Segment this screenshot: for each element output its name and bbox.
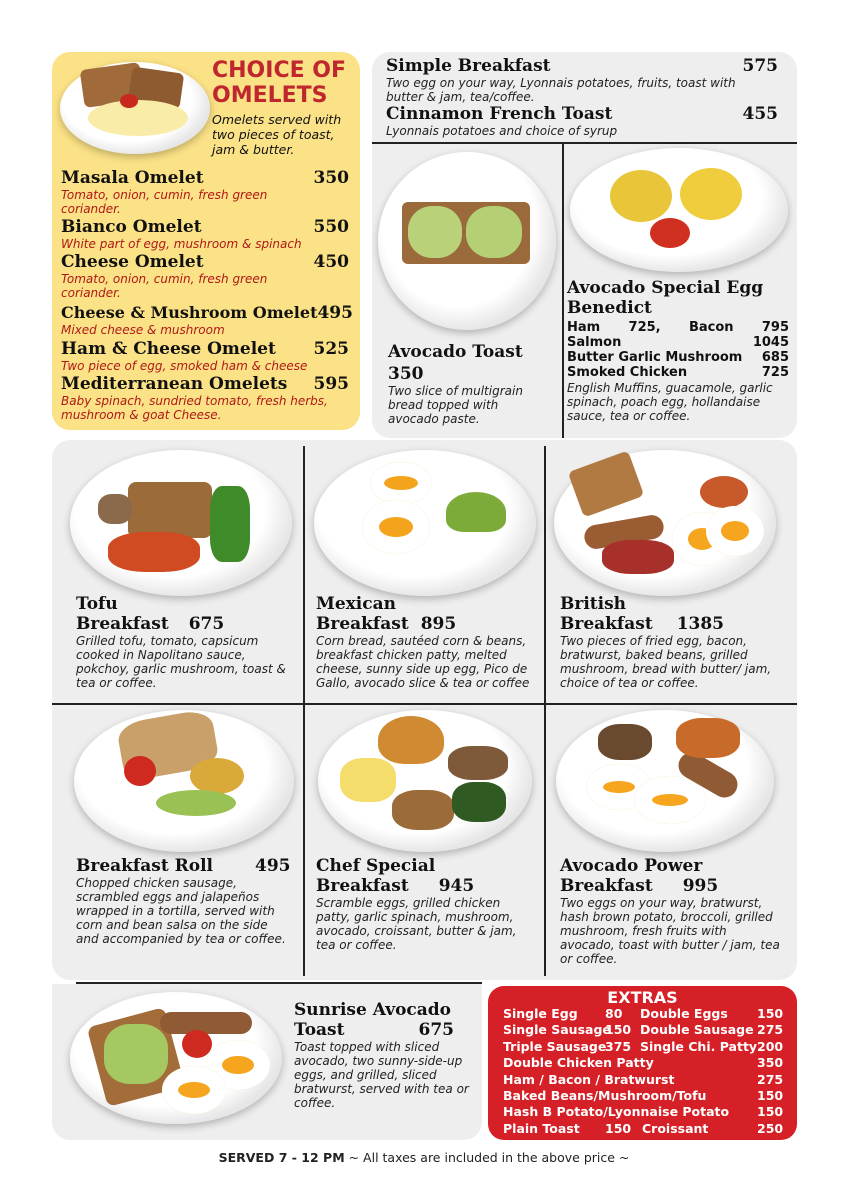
chicken-price: 725 (761, 365, 789, 380)
sunrise-desc: Toast topped with sliced avocado, two sunny-side-up eggs, and grilled, sliced bratwurst, served with tea or coffee. (294, 1040, 469, 1110)
omelet-desc: White part of egg, mushroom & spinach (61, 237, 302, 251)
benedict-plate-image (570, 148, 788, 272)
extra-single-sausage-price: 150 (605, 1022, 632, 1037)
omelet-item (61, 374, 349, 422)
bacon-image (602, 540, 674, 574)
british-line2: Breakfast (560, 614, 653, 634)
omelet-desc: Tomato, onion, cumin, fresh green coriander. (61, 188, 268, 216)
breakfast-roll (76, 856, 298, 946)
extra-baked-beans-price: 150 (757, 1088, 784, 1103)
simple-desc: Two egg on your way, Lyonnais potatoes, fruits, toast with butter & jam, tea/coffee. (386, 76, 736, 104)
sunrise-line1: Sunrise Avocado (294, 1000, 452, 1020)
cinnamon-name: Cinnamon French Toast (386, 104, 613, 124)
egg-benedict (567, 278, 789, 423)
omelet-name: Ham & Cheese Omelet (61, 339, 276, 359)
omelet-desc: Two piece of egg, smoked ham & cheese (61, 359, 308, 373)
divider (544, 446, 546, 976)
omelet-desc: Tomato, onion, cumin, fresh green coriander. (61, 272, 268, 300)
avocado-toast (388, 342, 558, 426)
egg-image-2 (362, 500, 430, 554)
mexican-breakfast (316, 594, 540, 690)
benedict-name-line1: Avocado Special Egg (567, 278, 764, 298)
bacon-price: 795 (761, 320, 789, 335)
pokchoy-image (210, 486, 250, 562)
salsa-image (190, 758, 244, 794)
benedict-option-row (567, 350, 789, 365)
benedict-desc: English Muffins, guacamole, garlic spinach, poach egg, hollandaise sauce, tea or coffee. (567, 381, 773, 423)
egg-image-2 (162, 1066, 226, 1114)
sunrise-avocado-toast (294, 1000, 474, 1110)
avocado-power (560, 856, 784, 966)
tofu-line2: Breakfast (76, 614, 169, 634)
extra-hash-b-price: 150 (757, 1104, 784, 1119)
omelets-subtitle: Omelets served with two pieces of toast, jam & butter. (212, 112, 342, 157)
omelet-desc: Baby spinach, sundried tomato, fresh herbs, mushroom & goat Cheese. (61, 394, 328, 422)
extra-double-chicken-patty: Double Chicken Patty (503, 1055, 654, 1070)
omelet-item (61, 168, 349, 217)
omelets-title (212, 58, 358, 108)
omelet-name: Mediterranean Omelets (61, 374, 288, 394)
chef-line2: Breakfast (316, 876, 409, 896)
ham-label: Ham (567, 320, 601, 335)
extra-double-eggs: Double Eggs (640, 1006, 728, 1021)
extra-single-chi-patty-price: 200 (757, 1039, 784, 1054)
egg-image-2 (706, 506, 764, 556)
benedict-name-line2: Benedict (567, 298, 652, 318)
british-line1: British (560, 594, 627, 614)
roll-line1: Breakfast Roll (76, 856, 213, 876)
chicken-label: Smoked Chicken (567, 365, 688, 380)
extra-plain-toast-price: 150 (605, 1121, 632, 1136)
omelet-price: 550 (313, 217, 349, 237)
sunrise-price: 675 (418, 1020, 454, 1040)
extra-single-egg-price: 80 (605, 1006, 623, 1021)
power-line1: Avocado Power (560, 856, 703, 876)
mushroom-image (98, 494, 132, 524)
cinnamon-toast (386, 104, 778, 138)
cinnamon-desc: Lyonnais potatoes and choice of syrup (386, 124, 618, 138)
chef-desc: Scramble eggs, grilled chicken patty, garlic spinach, mushroom, avocado, croissant, butter & jam, tea or coffee. (316, 896, 517, 952)
divider (372, 142, 797, 144)
extra-hash-b: Hash B Potato/Lyonnaise Potato (503, 1104, 730, 1119)
omelets-title-line1: CHOICE OF (212, 58, 347, 83)
omelet-item (61, 339, 349, 374)
mexican-price: 895 (420, 614, 457, 634)
avocado-toast-desc: Two slice of multigrain bread topped with avocado paste. (388, 384, 523, 426)
extra-single-egg: Single Egg (503, 1006, 578, 1021)
chef-price: 945 (438, 876, 475, 896)
tofu-breakfast (76, 594, 298, 690)
omelet-price: 525 (313, 339, 349, 359)
omelet-price: 495 (317, 303, 353, 323)
british-desc: Two pieces of fried egg, bacon, bratwurst, baked beans, grilled mushroom, bread with butter/ jam, choice of tea or coffee. (560, 634, 772, 690)
footer (0, 1150, 848, 1165)
omelet-price: 450 (313, 252, 349, 272)
power-price: 995 (682, 876, 719, 896)
mushroom-label: Butter Garlic Mushroom (567, 350, 743, 365)
extra-ham-bacon: Ham / Bacon / Bratwurst (503, 1072, 675, 1087)
extra-double-chicken-patty-price: 350 (757, 1055, 784, 1070)
roll-desc: Chopped chicken sausage, scrambled eggs and jalapeños wrapped in a tortilla, served with corn and bean salsa on the side and accompanied by tea or coffee. (76, 876, 286, 946)
divider (562, 142, 564, 438)
mushroom-image (448, 746, 508, 780)
roll-price: 495 (255, 856, 291, 876)
croissant-image (378, 716, 444, 764)
salmon-label: Salmon (567, 335, 622, 350)
omelet-name: Bianco Omelet (61, 217, 202, 237)
avocado-toast-name: Avocado Toast (388, 342, 523, 362)
tomato-image (182, 1030, 212, 1058)
spinach-image (452, 782, 506, 822)
extra-triple-sausage: Triple Sausage (503, 1039, 607, 1054)
power-desc: Two eggs on your way, bratwurst, hash brown potato, broccoli, grilled mushroom, fresh fruits with avocado, toast with butter / jam, tea or coffee. (560, 896, 780, 966)
cinnamon-price: 455 (742, 104, 778, 124)
omelet-item (61, 217, 349, 252)
extra-baked-beans: Baked Beans/Mushroom/Tofu (503, 1088, 707, 1103)
benedict-option-row (567, 365, 789, 380)
served-hours: SERVED 7 - 12 PM (218, 1150, 345, 1165)
benedict-option-row: Ham 725 , Bacon 795 (567, 320, 789, 335)
bacon-label: Bacon (688, 320, 734, 335)
baked-beans-image (700, 476, 748, 508)
extra-double-sausage-price: 275 (757, 1022, 784, 1037)
tomato-image (120, 94, 138, 108)
omelet-price: 595 (313, 374, 349, 394)
extra-double-eggs-price: 150 (757, 1006, 784, 1021)
benedict-muffin-image (610, 170, 672, 222)
mexican-line1: Mexican (316, 594, 396, 614)
avocado-spread-image (104, 1024, 168, 1084)
divider (303, 446, 305, 976)
omelet-list (61, 168, 353, 422)
omelet-item (61, 252, 349, 303)
omelet-item (61, 303, 353, 339)
tax-note: ~ All taxes are included in the above price ~ (344, 1150, 630, 1165)
british-price: 1385 (676, 614, 725, 634)
simple-breakfast (386, 56, 778, 104)
tofu-desc: Grilled tofu, tomato, capsicum cooked in Napolitano sauce, pokchoy, garlic mushroom, toast & tea or coffee. (76, 634, 286, 690)
extra-croissant: Croissant (642, 1121, 709, 1136)
mexican-line2: Breakfast (316, 614, 409, 634)
omelet-desc: Mixed cheese & mushroom (61, 323, 225, 337)
omelet-name: Cheese Omelet (61, 252, 204, 272)
tofu-price: 675 (188, 614, 225, 634)
extra-double-sausage: Double Sausage (640, 1022, 754, 1037)
salmon-price: 1045 (752, 335, 789, 350)
omelet-image (88, 100, 188, 136)
tofu-image (128, 482, 212, 538)
mexican-desc: Corn bread, sautéed corn & beans, breakfast chicken patty, melted cheese, sunny side up egg, Pico de Gallo, avocado slice & tea or coffee (316, 634, 530, 690)
avocado-toast-price: 350 (388, 364, 424, 384)
benedict-option-row (567, 335, 789, 350)
bratwurst-image (160, 1012, 252, 1034)
avocado-spread-image (408, 206, 462, 258)
patty-image (392, 790, 454, 830)
british-breakfast (560, 594, 784, 690)
avocado-slices-image (446, 492, 506, 532)
simple-name: Simple Breakfast (386, 56, 551, 76)
avocado-spread-image-2 (466, 206, 522, 258)
scrambled-eggs-image (340, 758, 396, 802)
simple-price: 575 (742, 56, 778, 76)
benedict-muffin-image-2 (680, 168, 742, 220)
omelet-price: 350 (313, 168, 349, 188)
omelet-name: Cheese & Mushroom Omelet (61, 303, 318, 322)
extras-title: EXTRAS (607, 988, 678, 1007)
omelet-name: Masala Omelet (61, 168, 204, 188)
ham-price: 725 (628, 320, 656, 335)
veggies-image (108, 532, 200, 572)
omelets-title-line2: OMELETS (212, 83, 328, 108)
extra-single-sausage: Single Sausage (503, 1022, 611, 1037)
extra-triple-sausage-price: 375 (605, 1039, 632, 1054)
benedict-tomato-image (650, 218, 690, 248)
avocado-slices-image (156, 790, 236, 816)
fruit-image (676, 718, 740, 758)
mushroom-image (598, 724, 652, 760)
extra-croissant-price: 250 (757, 1121, 784, 1136)
egg-image (370, 462, 432, 504)
power-line2: Breakfast (560, 876, 653, 896)
tofu-line1: Tofu (76, 594, 118, 614)
extra-plain-toast: Plain Toast (503, 1121, 580, 1136)
chef-line1: Chef Special (316, 856, 436, 876)
tomato-image (124, 756, 156, 786)
divider (76, 982, 482, 984)
extra-single-chi-patty: Single Chi. Patty (640, 1039, 758, 1054)
sunrise-line2: Toast (294, 1020, 345, 1040)
mushroom-price: 685 (761, 350, 789, 365)
chef-special (316, 856, 540, 952)
divider (52, 703, 797, 705)
extra-ham-bacon-price: 275 (757, 1072, 784, 1087)
